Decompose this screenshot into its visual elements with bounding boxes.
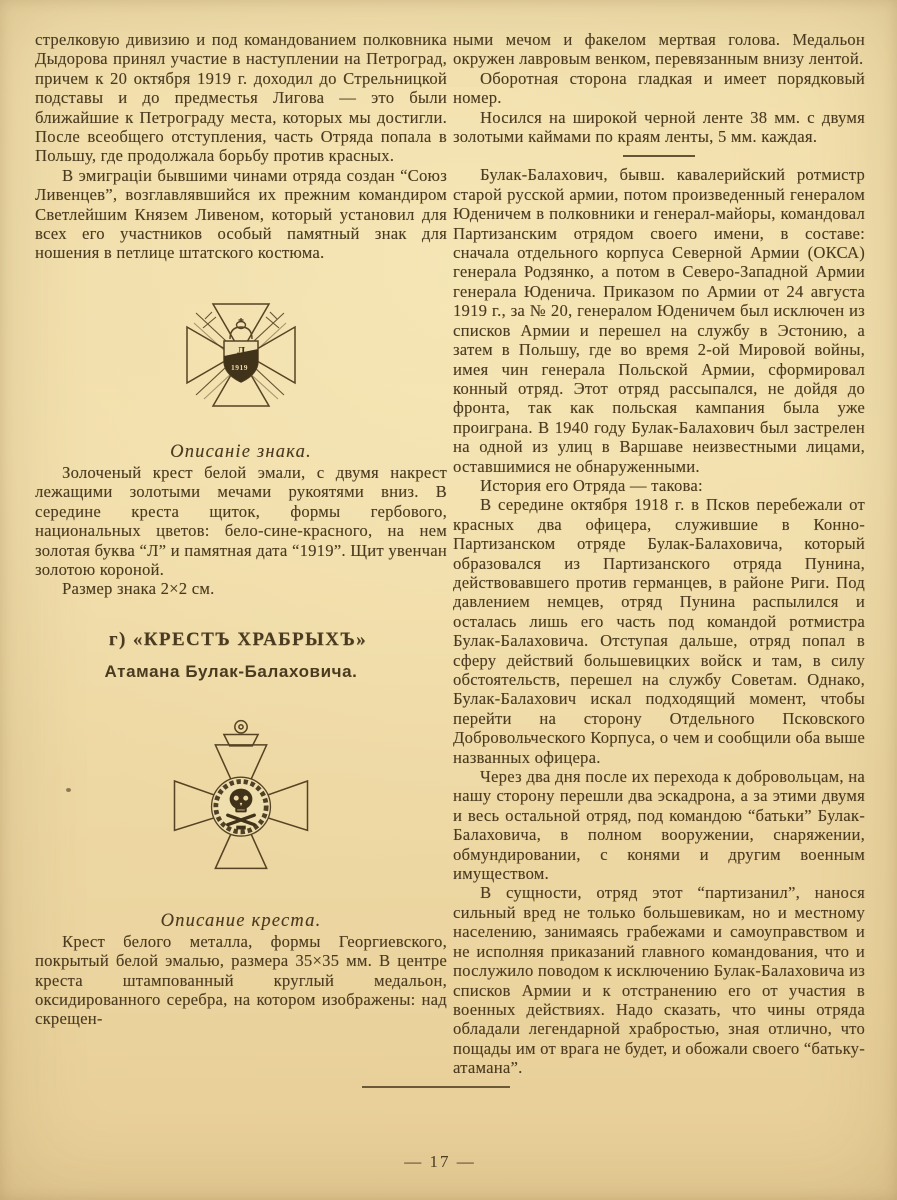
paragraph: Золоченый крест белой эмали, с двумя накрест лежащими золотыми мечами рукоятями вниз. В середине креста щиток, формы гербового, национальных цветов: бело-сине-красного, на нем золотая буква “Л” и памятная дата “1919”. Щит увенчан золотою короной. [35, 462, 447, 579]
paragraph: Крест белого металла, формы Георгиевского, покрытый белой эмалью, размера 35×35 мм. В центре креста штампованный круглый медальон, оксидированного серебра, на котором изображены: над скрещен- [35, 931, 447, 1029]
paragraph: В эмиграціи бывшими чинами отряда создан “Союз Ливенцев”, возглавлявшийся их прежним командиром Светлейшим Князем Ливеном, который установил для всех его участников особый памятный знак для ношения в петлице штатского костюма. [35, 165, 447, 263]
brave-cross-illustration [35, 716, 447, 889]
right-column [453, 30, 865, 1078]
paragraph: Через два дня после их перехода к добровольцам, на нашу сторону перешли два эскадрона, а за этими двумя и весь остальной отряд, под командою “батьки” Булак-Балаховича, в полном вооружении, снаряжении, обмундировании, с конями и другим военным имуществом. [453, 767, 865, 884]
paragraph: Булак-Балахович, бывш. кавалерийский ротмистр старой русской армии, потом произведенный генералом Юденичем в полковники и генерал-майоры, командовал Партизанским отрядом своего имени, в составе: сначала отдельного корпуса Северной Армии (ОКСА) генерала Родзянко, а потом в Северо-Западной Армии генерала Юденича. Приказом по Армии от 24 августа 1919 г., за № 20, генералом Юденичем был исключен из списков Армии и перешел на службу в Эстонию, а затем в Польшу, где во время 2-ой Мировой войны, имея чин генерала Польской Армии, сформировал конный отряд. Этот отряд рассыпался, не дойдя до фронта, так как польская кампания была уже проиграна. В 1940 году Булак-Балахович был застрелен на одной из улиц в Варшаве неизвестными лицами, оставшимися не обнаруженными. [453, 165, 865, 476]
svg-text:1919: 1919 [231, 362, 248, 372]
badge-caption: Описание креста. [160, 910, 322, 931]
section-subheading: Атамана Булак-Балаховича. [104, 661, 358, 681]
section-heading: г) «КРЕСТЪ ХРАБРЫХЪ» [108, 628, 368, 650]
left-column [35, 30, 447, 1029]
paragraph: Носился на широкой черной ленте 38 мм. с двумя золотыми каймами по краям ленты, 5 мм. каждая. [453, 107, 865, 147]
ink-speck [66, 788, 71, 792]
paragraph: В середине октября 1918 г. в Псков перебежали от красных два офицера, служившие в Конно-Партизанском отряде Булак-Балаховича, который образовался из Партизанского отряда Пунина, действовавшего против германцев, в районе Риги. Под давлением немцев, отряд Пунина распылился и осталась лишь его часть под командой ротмистра Булак-Балаховича. Отступая дальше, отряд попал в сферу действий большевицких войск и там, в силу обстоятельств, перешел на службу Советам. Однако, Булак-Балахович искал подходящий момент, чтобы перейти на сторону Отдельного Псковского Добровольческого Корпуса, о чем и сообщили оба выше названных офицера. [453, 495, 865, 767]
paragraph: В сущности, отряд этот “партизанил”, нанося сильный вред не только большевикам, но и местному населению, занимаясь грабежами и самоуправством и не исполняя приказаний главного командования, что и послужило поводом к исключению Булак-Балаховича из списков Армии и к отстранению его от участия в военных действиях. Надо сказать, что чины отряда обладали легендарной храбростью, зная отлично, что пощады им от врага не будет, и обожали своего “батьку-атамана”. [453, 883, 865, 1078]
paragraph: стрелковую дивизию и под командованием полковника Дыдорова принял участие в наступлении на Петроград, причем к 20 октября 1919 г. доходил до Стрельницкой подставы и до предместья Лигова — это были ближайшие к Петрограду места, которых мы достигли. После всеобщего отступления, часть Отряда попала в Польшу, где продолжала борьбу против красных. [35, 30, 447, 166]
badge-caption: Описаніе знака. [170, 441, 312, 462]
cross-skull-crossbones-icon [165, 716, 317, 884]
footer-rule [362, 1086, 510, 1088]
svg-text:Л: Л [237, 344, 246, 357]
liven-badge-illustration [35, 297, 447, 418]
paragraph: Оборотная сторона гладкая и имеет порядковый номер. [453, 68, 865, 108]
paragraph: История его Отряда — такова: [480, 475, 703, 495]
paragraph: Размер знака 2×2 см. [62, 579, 215, 599]
paragraph: ными мечом и факелом мертвая голова. Медальон окружен лавровым венком, перевязанным внизу лентой. [453, 30, 865, 69]
section-separator-rule [623, 155, 695, 157]
cross-swords-shield-crown-icon [180, 297, 302, 413]
page-number: — 17 — [404, 1152, 476, 1171]
